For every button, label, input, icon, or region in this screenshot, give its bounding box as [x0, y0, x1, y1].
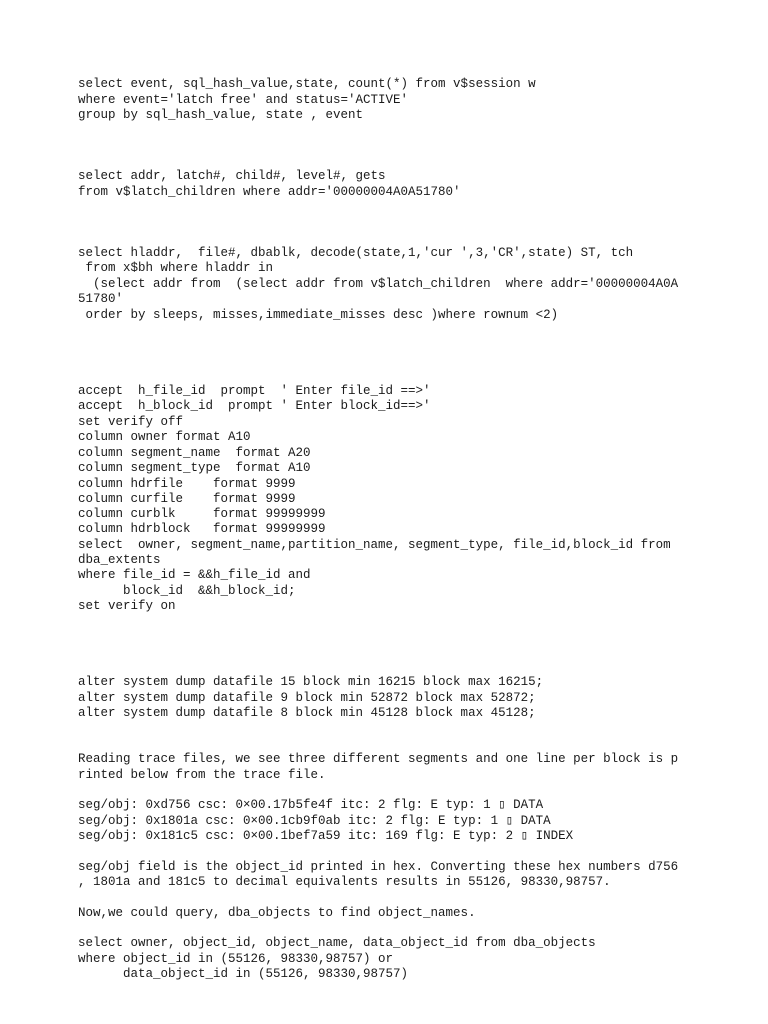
code-line: data_object_id in (55126, 98330,98757): [78, 967, 409, 981]
code-line: select owner, segment_name,partition_name, segment_type, file_id,block_id from: [78, 538, 671, 552]
code-line: set verify off: [78, 415, 184, 429]
paragraph-line: Reading trace files, we see three different segments and one line per block is p: [78, 752, 679, 766]
code-line: alter system dump datafile 8 block min 45128 block max 45128;: [78, 706, 536, 720]
code-line: where object_id in (55126, 98330,98757) or: [78, 952, 394, 966]
code-line: seg/obj: 0x181c5 csc: 0×00.1bef7a59 itc: 169 flg: E typ: 2 ▯ INDEX: [78, 829, 574, 843]
code-line: where file_id = &&h_file_id and: [78, 568, 311, 582]
code-line: accept h_block_id prompt ' Enter block_id==>': [78, 399, 431, 413]
code-line: column hdrfile format 9999: [78, 477, 296, 491]
code-line: where event='latch free' and status='ACTIVE': [78, 93, 409, 107]
paragraph-line: Now,we could query, dba_objects to find object_names.: [78, 906, 476, 920]
code-line: select event, sql_hash_value,state, count(*) from v$session w: [78, 77, 536, 91]
code-line: column segment_name format A20: [78, 446, 311, 460]
code-line: alter system dump datafile 9 block min 52872 block max 52872;: [78, 691, 536, 705]
code-line: select owner, object_id, object_name, data_object_id from dba_objects: [78, 936, 596, 950]
code-line: order by sleeps, misses,immediate_misses desc )where rownum <2): [78, 308, 559, 322]
code-line: column hdrblock format 99999999: [78, 522, 326, 536]
code-line: set verify on: [78, 599, 176, 613]
code-line: 51780': [78, 292, 124, 306]
code-line: column curblk format 99999999: [78, 507, 326, 521]
code-line: column owner format A10: [78, 430, 251, 444]
code-line: seg/obj: 0xd756 csc: 0×00.17b5fe4f itc: 2 flg: E typ: 1 ▯ DATA: [78, 798, 544, 812]
paragraph-line: , 1801a and 181c5 to decimal equivalents results in 55126, 98330,98757.: [78, 875, 611, 889]
code-line: seg/obj: 0x1801a csc: 0×00.1cb9f0ab itc: 2 flg: E typ: 1 ▯ DATA: [78, 814, 551, 828]
code-line: from x$bh where hladdr in: [78, 261, 274, 275]
code-line: accept h_file_id prompt ' Enter file_id ==>': [78, 384, 431, 398]
paragraph-line: seg/obj field is the object_id printed in hex. Converting these hex numbers d756: [78, 860, 679, 874]
code-line: select hladdr, file#, dbablk, decode(state,1,'cur ',3,'CR',state) ST, tch: [78, 246, 634, 260]
code-line: column curfile format 9999: [78, 492, 296, 506]
code-line: block_id &&h_block_id;: [78, 584, 296, 598]
code-line: column segment_type format A10: [78, 461, 311, 475]
paragraph-line: rinted below from the trace file.: [78, 768, 326, 782]
code-line: (select addr from (select addr from v$latch_children where addr='00000004A0A: [78, 277, 679, 291]
code-line: alter system dump datafile 15 block min 16215 block max 16215;: [78, 675, 544, 689]
code-line: dba_extents: [78, 553, 161, 567]
code-line: from v$latch_children where addr='00000004A0A51780': [78, 185, 461, 199]
code-line: group by sql_hash_value, state , event: [78, 108, 364, 122]
code-line: select addr, latch#, child#, level#, gets: [78, 169, 386, 183]
